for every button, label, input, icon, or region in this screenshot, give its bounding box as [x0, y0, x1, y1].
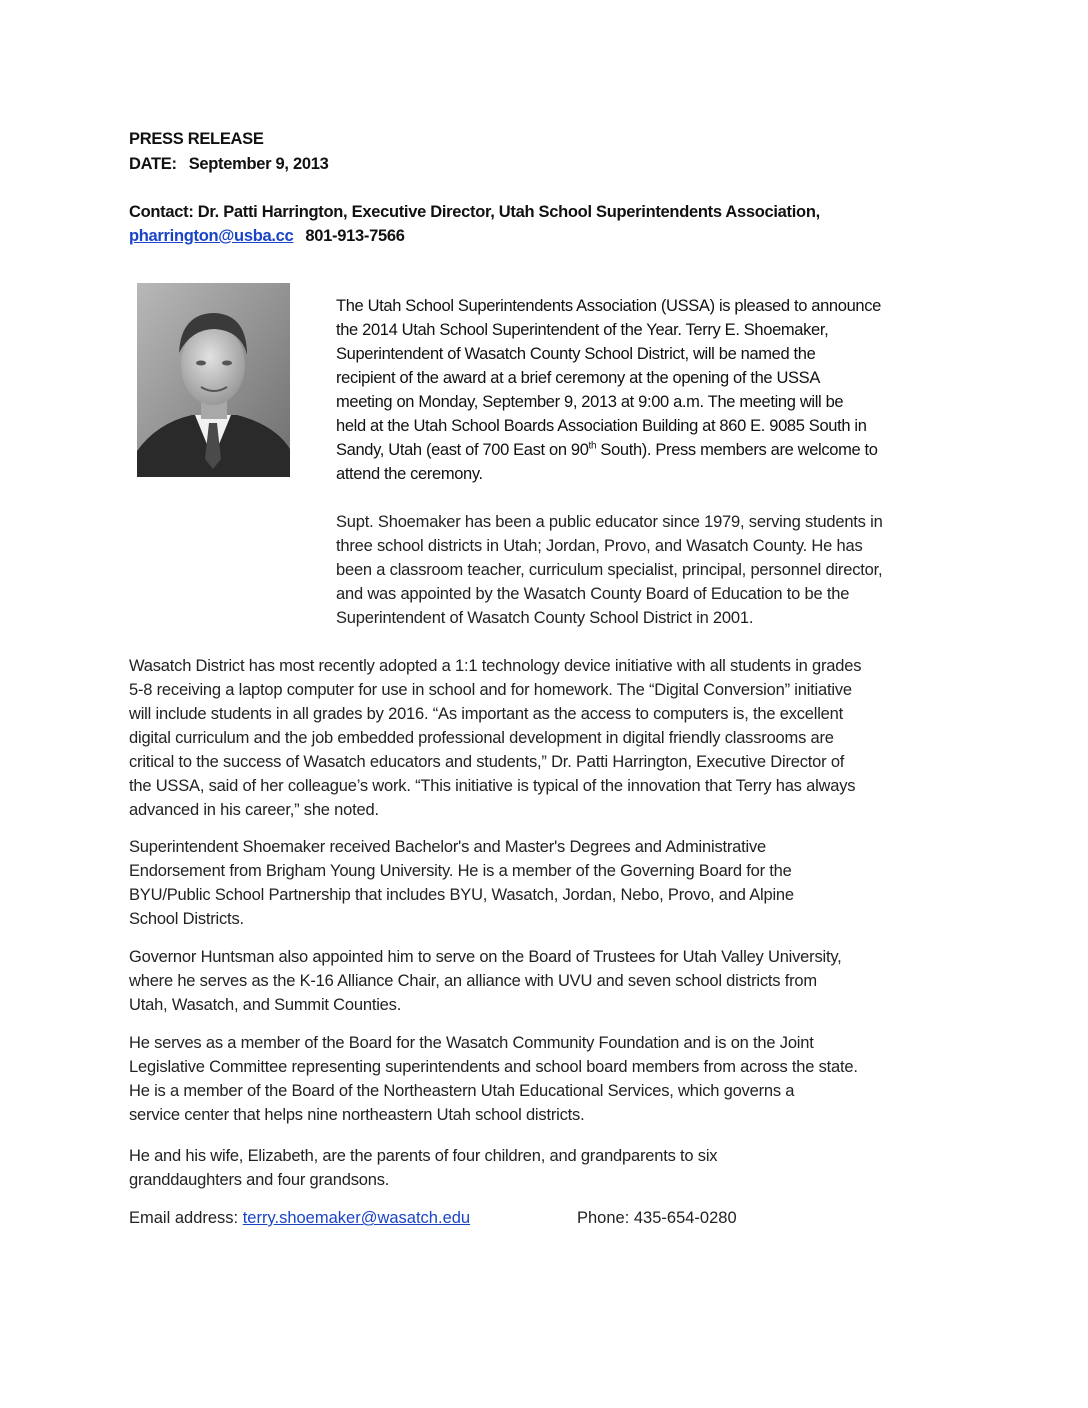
paragraph-line: He is a member of the Board of the Northeastern Utah Educational Services, which governs a — [129, 1082, 795, 1100]
paragraph-line: Superintendent Shoemaker received Bachelor's and Master's Degrees and Administrative — [129, 838, 767, 856]
intro-line: held at the Utah School Boards Association Building at 860 E. 9085 South in — [336, 417, 867, 435]
intro-announcement — [336, 294, 961, 486]
intro-line: recipient of the award at a brief ceremony at the opening of the USSA — [336, 369, 820, 387]
paragraph-line: Superintendent of Wasatch County School District in 2001. — [336, 609, 754, 627]
paragraph-line: BYU/Public School Partnership that includes BYU, Wasatch, Jordan, Nebo, Provo, and Alpine — [129, 886, 794, 904]
email-label: Email address: — [129, 1209, 243, 1227]
paragraph-line: He serves as a member of the Board for the Wasatch Community Foundation and is on the Joint — [129, 1034, 814, 1052]
paragraph-line: Wasatch District has most recently adopted a 1:1 technology device initiative with all students in grades — [129, 657, 862, 675]
portrait-photo-icon — [137, 283, 290, 477]
bio-paragraph-career — [336, 510, 961, 630]
paragraph-line: will include students in all grades by 2016. “As important as the access to computers is, the excellent — [129, 705, 844, 723]
paragraph-line: service center that helps nine northeastern Utah school districts. — [129, 1106, 585, 1124]
contact-line: Contact: Dr. Patti Harrington, Executive Director, Utah School Superintendents Association, — [129, 203, 820, 221]
release-date — [129, 153, 329, 175]
paragraph-line: Legislative Committee representing superintendents and school board members from across the state. — [129, 1058, 858, 1076]
footer-contact — [129, 1206, 737, 1230]
paragraph-line: and was appointed by the Wasatch County Board of Education to be the — [336, 585, 850, 603]
intro-line: The Utah School Superintendents Association (USSA) is pleased to announce — [336, 297, 881, 315]
intro-line: attend the ceremony. — [336, 465, 483, 483]
paragraph-line: three school districts in Utah; Jordan, Provo, and Wasatch County. He has — [336, 537, 863, 555]
press-release-label: PRESS RELEASE — [129, 130, 264, 148]
date-label: DATE: — [129, 155, 177, 173]
paragraph-line: 5-8 receiving a laptop computer for use in school and for homework. The “Digital Conversion” initiative — [129, 681, 852, 699]
paragraph-line: been a classroom teacher, curriculum specialist, principal, personnel director, — [336, 561, 883, 579]
footer-phone: Phone: 435-654-0280 — [577, 1209, 737, 1227]
bio-paragraph-trustees — [129, 945, 959, 1017]
intro-line: Superintendent of Wasatch County School District, will be named the — [336, 345, 816, 363]
paragraph-line: He and his wife, Elizabeth, are the parents of four children, and grandparents to six — [129, 1147, 718, 1165]
intro-line: the 2014 Utah School Superintendent of the Year. Terry E. Shoemaker, — [336, 321, 829, 339]
intro-text: South). Press members are welcome to — [596, 441, 878, 459]
contact-email-link[interactable]: pharrington@usba.cc — [129, 227, 294, 245]
paragraph-line: granddaughters and four grandsons. — [129, 1171, 390, 1189]
bio-paragraph-family — [129, 1144, 959, 1192]
bio-paragraph-technology — [129, 654, 959, 822]
paragraph-line: Supt. Shoemaker has been a public educator since 1979, serving students in — [336, 513, 883, 531]
date-value: September 9, 2013 — [188, 155, 329, 173]
paragraph-line: Endorsement from Brigham Young University. He is a member of the Governing Board for the — [129, 862, 792, 880]
paragraph-line: where he serves as the K-16 Alliance Chair, an alliance with UVU and seven school districts from — [129, 972, 817, 990]
email-link[interactable]: terry.shoemaker@wasatch.edu — [242, 1209, 471, 1227]
paragraph-line: the USSA, said of her colleague’s work. “This initiative is typical of the innovation that Terry has always — [129, 777, 856, 795]
bio-paragraph-education — [129, 835, 959, 931]
intro-line: meeting on Monday, September 9, 2013 at 9:00 a.m. The meeting will be — [336, 393, 844, 411]
bio-paragraph-boards — [129, 1031, 959, 1127]
paragraph-line: advanced in his career,” she noted. — [129, 801, 379, 819]
portrait-photo — [137, 283, 290, 477]
paragraph-line: digital curriculum and the job embedded professional development in digital friendly classrooms are — [129, 729, 834, 747]
contact-details — [129, 225, 405, 247]
paragraph-line: School Districts. — [129, 910, 244, 928]
paragraph-line: Governor Huntsman also appointed him to serve on the Board of Trustees for Utah Valley University, — [129, 948, 842, 966]
intro-text: Sandy, Utah (east of 700 East on 90 — [336, 441, 589, 459]
paragraph-line: critical to the success of Wasatch educators and students,” Dr. Patti Harrington, Executive Director of — [129, 753, 845, 771]
ordinal-suffix: th — [588, 440, 597, 452]
paragraph-line: Utah, Wasatch, and Summit Counties. — [129, 996, 402, 1014]
contact-phone: 801-913-7566 — [305, 227, 405, 245]
intro-line — [336, 438, 961, 462]
